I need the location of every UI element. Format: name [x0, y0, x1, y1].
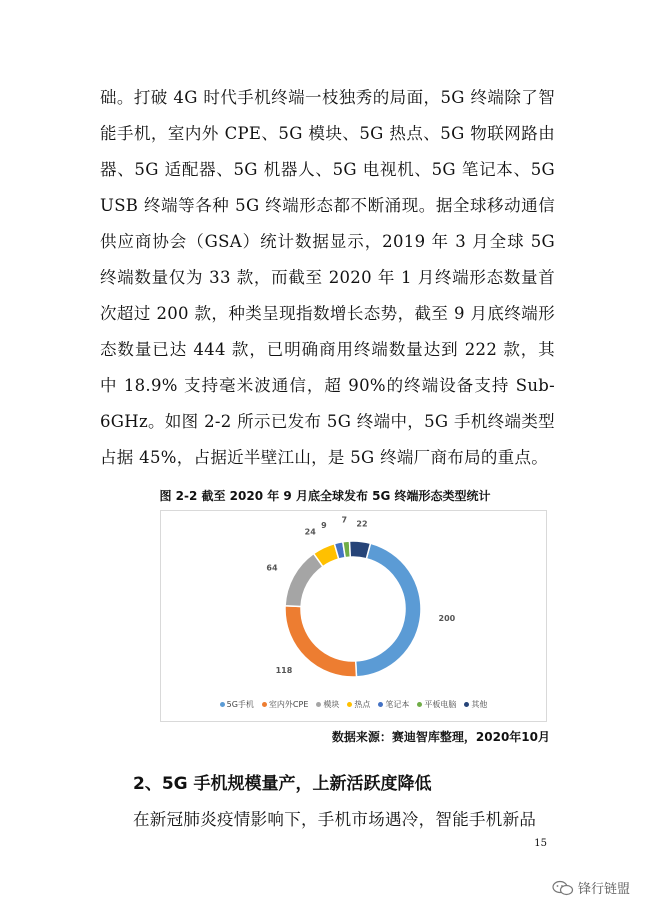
legend-label-6: 其他 — [471, 700, 488, 709]
section-heading: 2、5G 手机规模量产，上新活跃度降低 — [133, 774, 432, 794]
legend-item-0 — [220, 699, 254, 710]
donut-label-6: 22 — [356, 519, 368, 529]
donut-label-5: 7 — [341, 515, 348, 525]
legend-item-4 — [378, 699, 409, 710]
page-number: 15 — [534, 838, 547, 849]
donut-slice-0 — [356, 543, 421, 677]
donut-slice-2 — [285, 554, 323, 607]
legend-label-1: 室内外CPE — [268, 700, 309, 709]
legend-label-5: 平板电脑 — [424, 700, 457, 709]
legend-label-2: 模块 — [323, 700, 340, 709]
figure-caption: 图 2-2 截至 2020 年 9 月底全球发布 5G 终端形态类型统计 — [159, 489, 491, 503]
paragraph-1: 础。打破 4G 时代手机终端一枝独秀的局面，5G 终端除了智能手机，室内外 CPE、5G 模块、5G 热点、5G 物联网路由器、5G 适配器、5G 机器人、5G 电视机、5G 笔记本、5G USB 终端等各种 5G 终端形态都不断涌现。据全球移动通信供应商协会（GSA）统计数据显示，2019 年 3 月全球 5G 终端数量仅为 33 款，而截至 2020 年 1 月终端形态数量首次超过 200 款，种类呈现指数增长态势，截至 9 月底终端形态数量已达 444 款，已明确商用终端数量达到 222 款，其中 18.9% 支持毫米波通信，超 90%的终端设备支持 Sub-6GHz。如图 2-2 所示已发布 5G 终端中，5G 手机终端类型占据 45%，占据近半壁江山，是 5G 终端厂商布局的重点。 — [100, 88, 555, 467]
donut-label-2: 64 — [266, 563, 278, 573]
wechat-icon — [552, 880, 574, 896]
donut-label-1: 118 — [275, 665, 293, 675]
donut-slice-1 — [285, 606, 356, 677]
legend-swatch-3 — [347, 702, 352, 707]
legend-label-4: 笔记本 — [385, 700, 410, 709]
legend-swatch-5 — [417, 702, 422, 707]
donut-label-0: 200 — [438, 613, 456, 623]
legend-item-3 — [347, 699, 370, 710]
legend-item-6 — [464, 699, 487, 710]
donut-label-3: 24 — [304, 527, 316, 537]
watermark-text: 锋行链盟 — [577, 882, 630, 897]
donut-slice-6 — [350, 541, 371, 559]
legend-swatch-0 — [220, 702, 225, 707]
legend-swatch-2 — [316, 702, 321, 707]
watermark — [552, 878, 630, 897]
paragraph-2: 在新冠肺炎疫情影响下，手机市场遇冷，智能手机新品 — [133, 810, 537, 829]
legend-swatch-6 — [464, 702, 469, 707]
data-source: 数据来源：赛迪智库整理，2020年10月 — [331, 730, 550, 744]
legend-item-1 — [262, 699, 308, 710]
legend-swatch-1 — [262, 702, 267, 707]
chart-legend — [161, 699, 546, 710]
legend-label-0: 5G手机 — [226, 700, 254, 709]
donut-chart — [161, 511, 546, 721]
legend-item-2 — [316, 699, 339, 710]
chart-frame — [160, 510, 547, 722]
legend-swatch-4 — [378, 702, 383, 707]
legend-item-5 — [417, 699, 456, 710]
legend-label-3: 热点 — [354, 700, 371, 709]
donut-label-4: 9 — [321, 520, 327, 530]
